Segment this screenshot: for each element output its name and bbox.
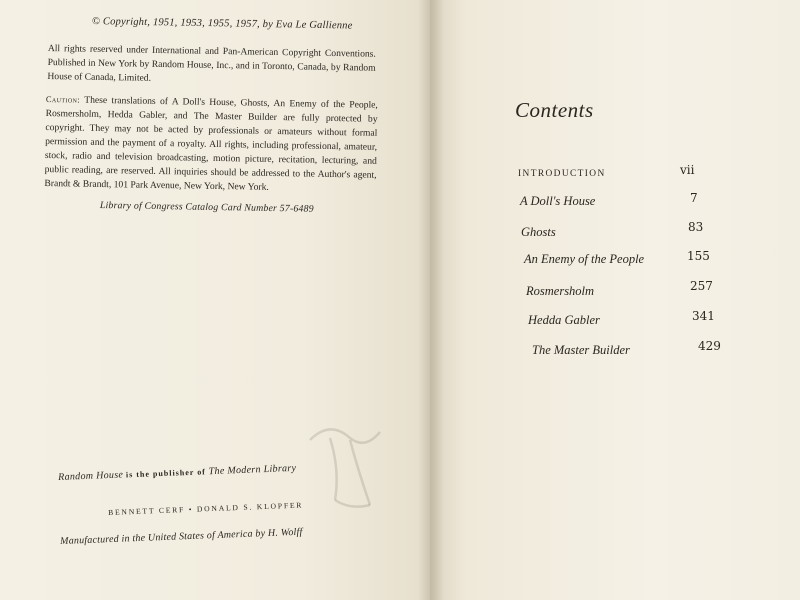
toc-page-ghosts: 83 — [688, 220, 704, 234]
toc-entry-ghosts: Ghosts — [521, 225, 556, 239]
manufacturer-line: Manufactured in the United States of America by H. Wolff — [60, 526, 303, 547]
contents-page — [430, 0, 800, 600]
publisher-connector: is the publisher of — [125, 467, 207, 480]
toc-entry-master-builder: The Master Builder — [532, 343, 630, 357]
toc-page-enemy-of-the-people: 155 — [687, 249, 710, 263]
toc-entry-hedda-gabler: Hedda Gabler — [528, 313, 600, 327]
publisher-statement — [58, 463, 296, 483]
copyright-notice: © Copyright, 1951, 1953, 1955, 1957, by Eva Le Gallienne — [91, 16, 353, 32]
toc-page-hedda-gabler: 341 — [692, 309, 715, 323]
rights-reserved-paragraph: All rights reserved under International and Pan-American Copyright Conventions. Published in New York by Random House, Inc., and in Toronto, Canada, by Random House of Canada, Limited. — [47, 42, 376, 84]
toc-entry-enemy-of-the-people: An Enemy of the People — [524, 252, 645, 266]
series-name: The Modern Library — [208, 462, 297, 478]
book-gutter-shadow — [418, 0, 444, 600]
toc-page-master-builder: 429 — [698, 339, 721, 353]
publisher-name: Random House — [58, 469, 124, 483]
toc-page-introduction: vii — [680, 163, 695, 177]
bleed-through-emblem — [300, 410, 390, 520]
toc-entry-introduction: INTRODUCTION — [518, 169, 606, 179]
toc-page-rosmersholm: 257 — [690, 279, 713, 293]
toc-page-dolls-house: 7 — [690, 191, 698, 205]
caution-text: These translations of A Doll's House, Ghosts, An Enemy of the People, Rosmersholm, Hedda Gabler, and The Master Builder are fully protected by copyright. They may not be acted by professionals or amateurs without formal permission and the payment of a royalty. All rights, including professional, amateur, stock, radio and television broadcasting, motion picture, recitation, lecturing, and public reading, are reserved. All inquiries should be addressed to the Author's agent, Brandt & Brandt, 101 Park Avenue, New York, New York. — [44, 94, 378, 193]
toc-entry-dolls-house: A Doll's House — [520, 194, 596, 208]
founders-names: BENNETT CERF • DONALD S. KLOPFER — [108, 500, 304, 517]
catalog-card-number: Library of Congress Catalog Card Number 57-6489 — [99, 200, 314, 215]
contents-heading: Contents — [515, 98, 594, 122]
caution-paragraph — [44, 92, 378, 197]
caution-label: Caution: — [45, 93, 81, 105]
toc-entry-rosmersholm: Rosmersholm — [526, 284, 595, 298]
